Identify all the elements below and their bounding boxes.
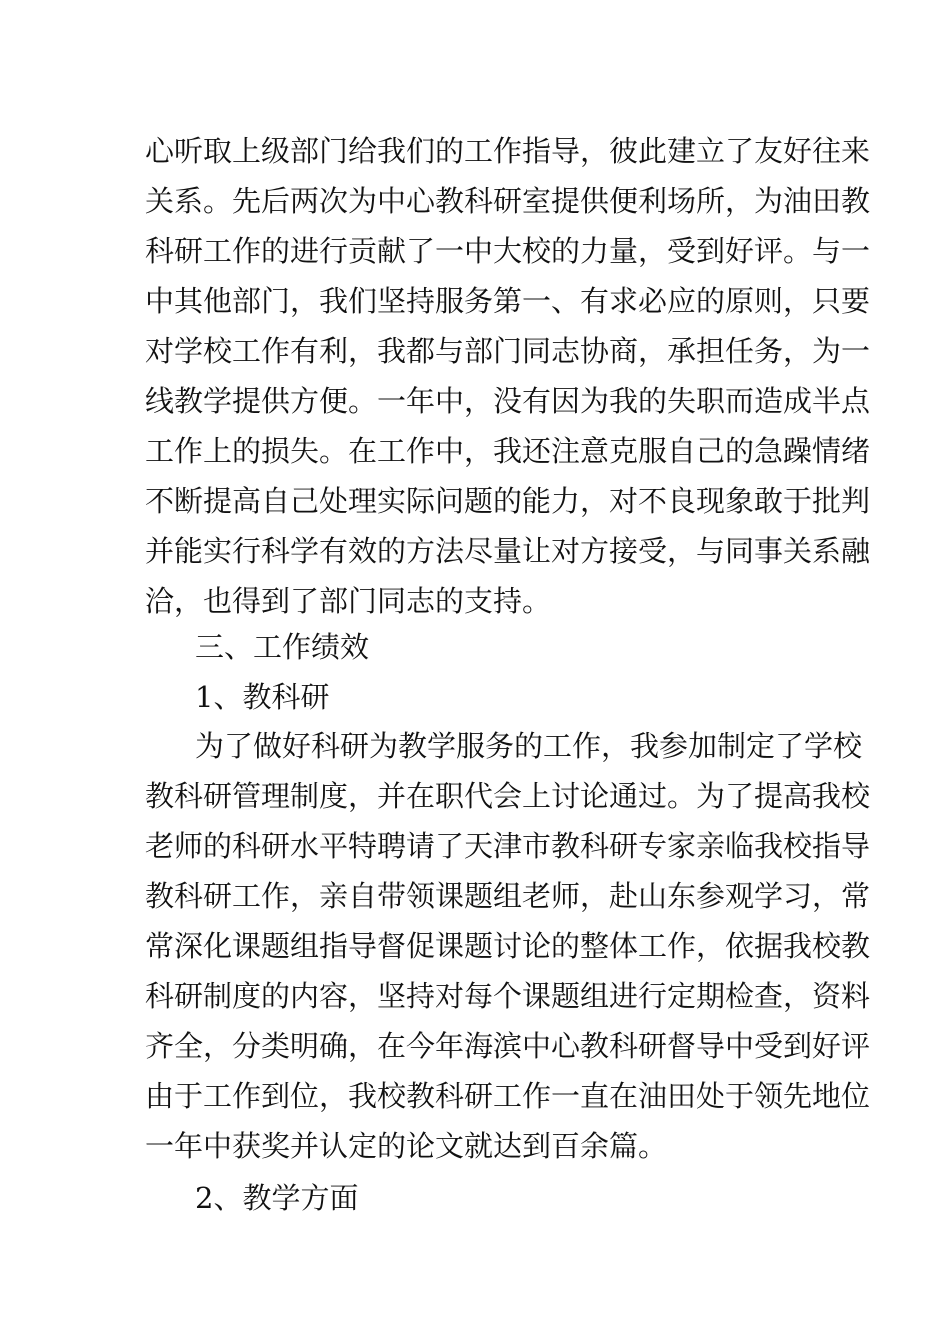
paragraph-line: 中其他部门，我们坚持服务第一、有求必应的原则，只要 [145,284,871,318]
paragraph-line: 教科研管理制度，并在职代会上讨论通过。为了提高我校 [145,779,871,813]
paragraph-line: 由于工作到位，我校教科研工作一直在油田处于领先地位 [145,1079,871,1113]
paragraph-line: 洽，也得到了部门同志的支持。 [145,584,552,618]
paragraph-line: 科研制度的内容，坚持对每个课题组进行定期检查，资料 [145,979,871,1013]
paragraph-line: 线教学提供方便。一年中，没有因为我的失职而造成半点 [145,384,871,418]
paragraph-line: 关系。先后两次为中心教科研室提供便利场所，为油田教 [145,184,871,218]
paragraph-line: 并能实行科学有效的方法尽量让对方接受，与同事关系融 [145,534,871,568]
paragraph-line: 不断提高自己处理实际问题的能力，对不良现象敢于批判 [145,484,871,518]
paragraph-line: 对学校工作有利，我都与部门同志协商，承担任务，为一 [145,334,871,368]
paragraph-line: 工作上的损失。在工作中，我还注意克服自己的急躁情绪 [145,434,871,468]
paragraph-line: 科研工作的进行贡献了一中大校的力量，受到好评。与一 [145,234,871,268]
subsection-heading: 2、教学方面 [195,1181,359,1215]
paragraph-line: 常深化课题组指导督促课题讨论的整体工作，依据我校教 [145,929,871,963]
section-heading: 三、工作绩效 [195,630,370,664]
subsection-heading: 1、教科研 [195,680,330,714]
paragraph-line: 老师的科研水平特聘请了天津市教科研专家亲临我校指导 [145,829,871,863]
paragraph-line: 齐全，分类明确，在今年海滨中心教科研督导中受到好评 [145,1029,871,1063]
paragraph-line: 一年中获奖并认定的论文就达到百余篇。 [145,1129,668,1163]
paragraph-line: 为了做好科研为教学服务的工作，我参加制定了学校 [195,729,863,763]
paragraph-line: 教科研工作，亲自带领课题组老师，赴山东参观学习，常 [145,879,871,913]
paragraph-line: 心听取上级部门给我们的工作指导，彼此建立了友好往来 [145,134,871,168]
